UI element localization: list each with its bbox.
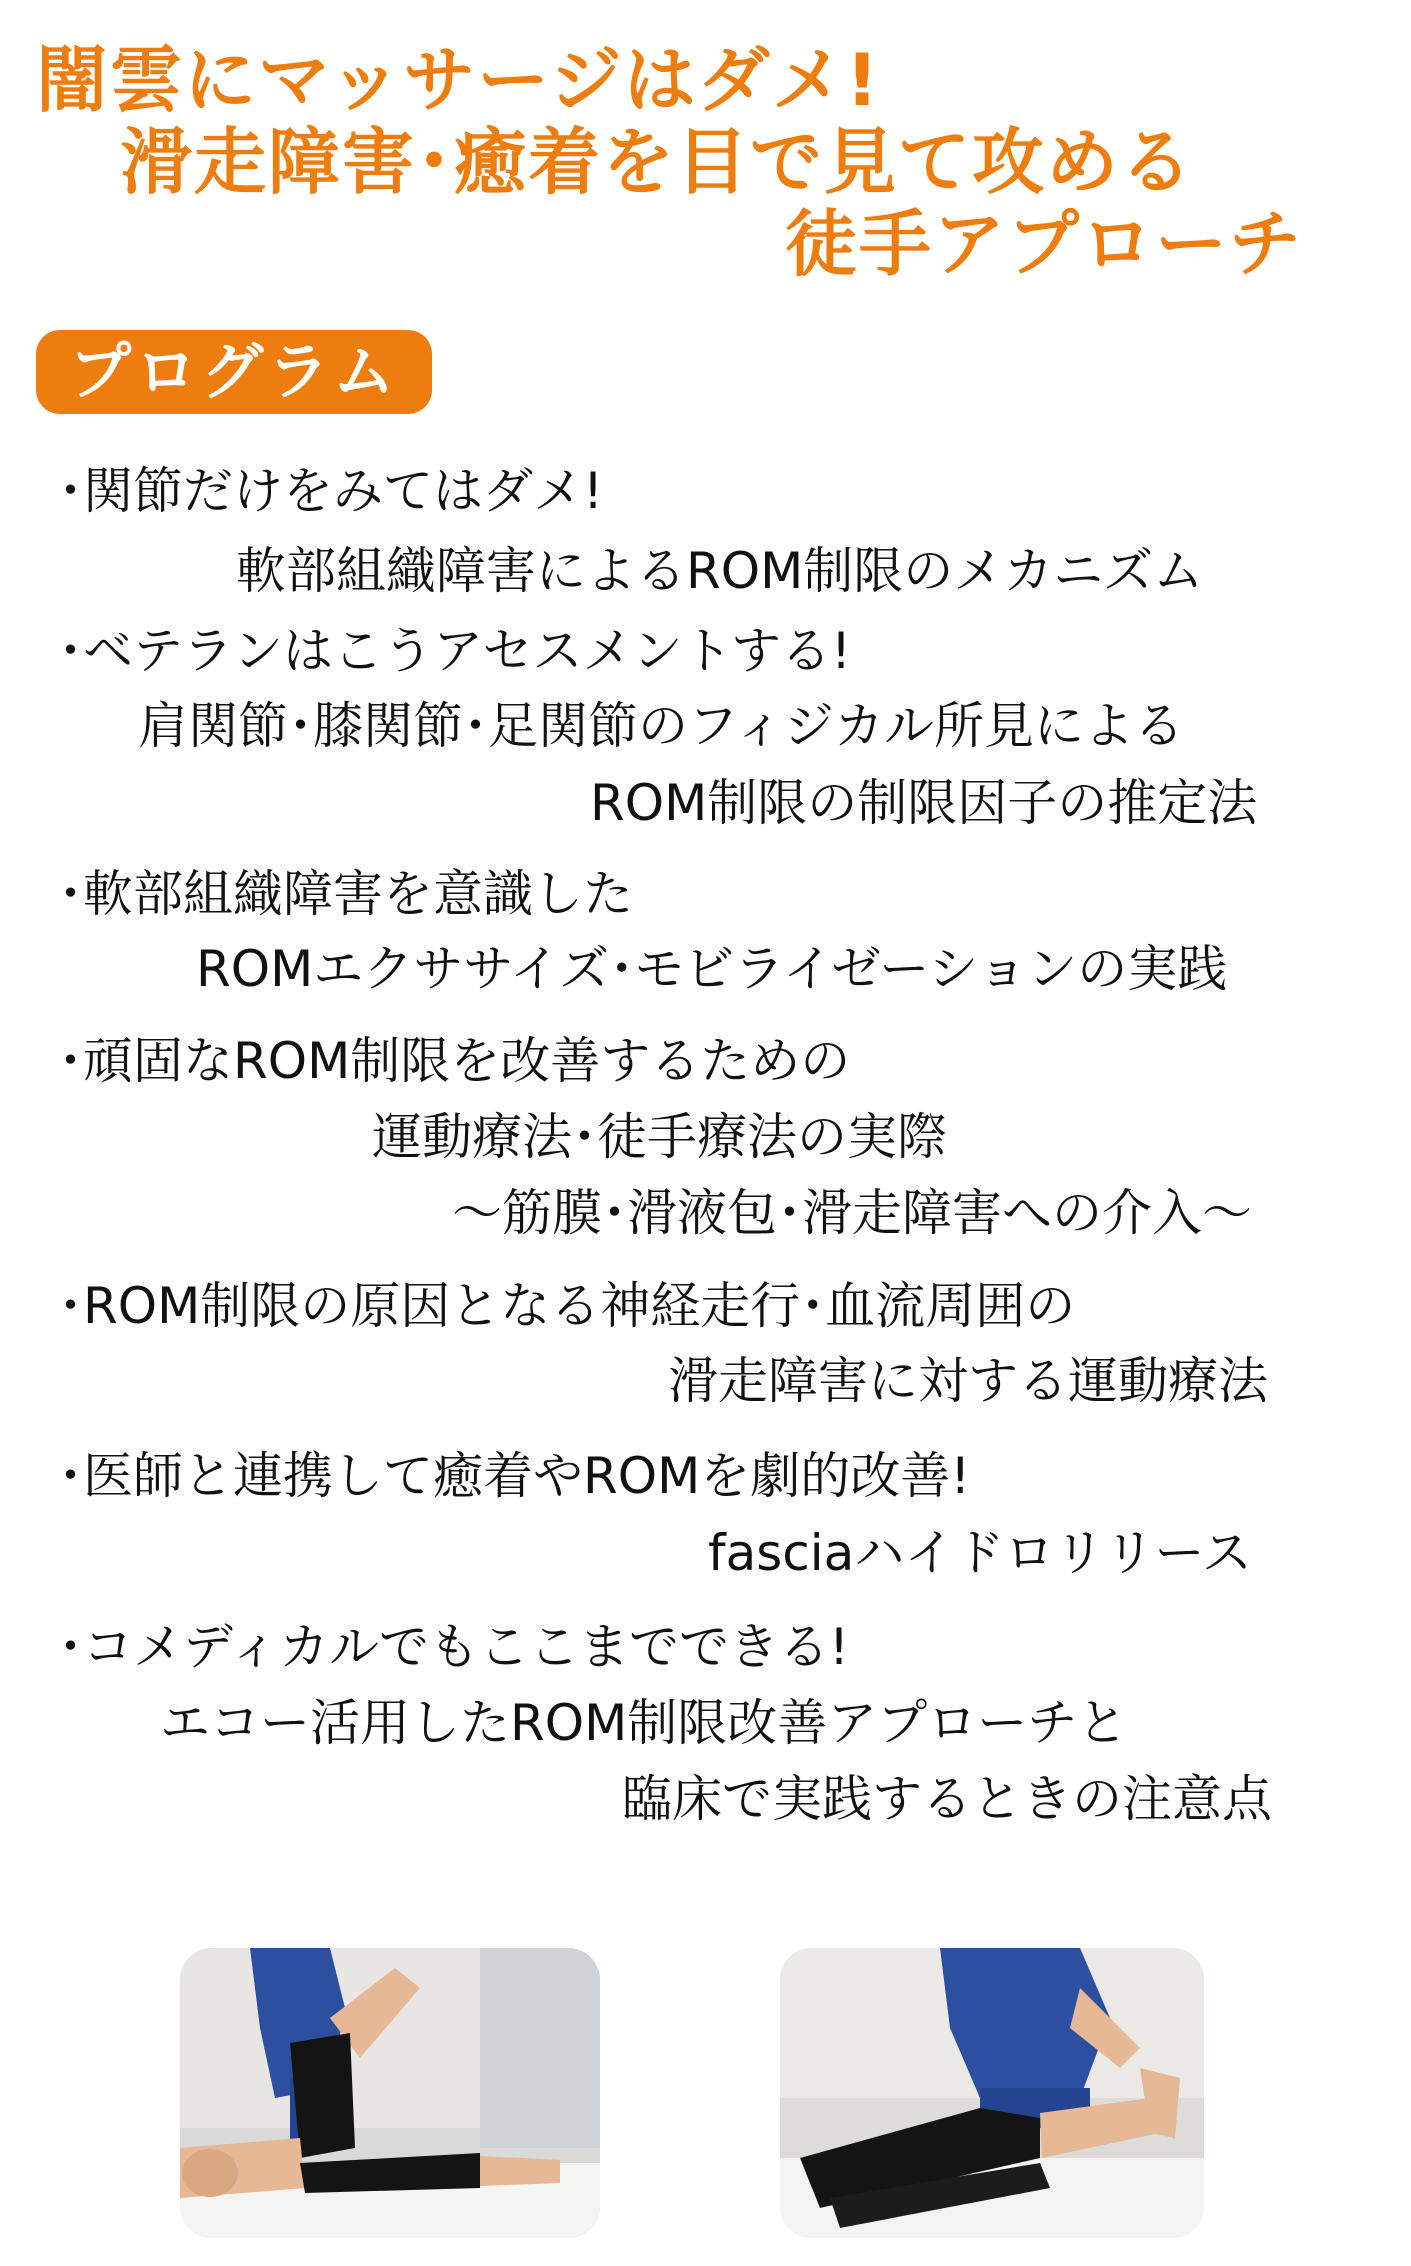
title-line-3: 徒手アプローチ [785,202,1304,286]
program-item-1-line-2: 軟部組織障害によるROM制限のメカニズム [236,542,1204,600]
therapy-photo-hip-flexion [180,1948,600,2238]
program-item-2-line-2: 肩関節･膝関節･足関節のフィジカル所見による [138,697,1184,755]
therapy-photo-knee-mobilization-illustration [780,1948,1204,2238]
program-item-1-line-1: ･関節だけをみてはダメ! [58,462,604,520]
program-item-3-line-2: ROMエクササイズ･モビライゼーションの実践 [196,940,1228,998]
program-item-7-line-2: エコー活用したROM制限改善アプローチと [160,1694,1128,1752]
program-item-3-line-1: ･軟部組織障害を意識した [58,865,633,923]
program-item-2-line-1: ･ベテランはこうアセスメントする! [58,622,852,680]
therapy-photo-hip-flexion-illustration [180,1948,600,2238]
program-item-4-line-2: 運動療法･徒手療法の実際 [372,1108,947,1166]
therapy-photo-knee-mobilization [780,1948,1204,2238]
program-item-7-line-1: ･コメディカルでもここまでできる! [58,1618,850,1676]
program-badge: プログラム [36,330,432,414]
program-item-6-line-1: ･医師と連携して癒着やROMを劇的改善! [58,1447,971,1505]
title-line-1: 闇雲にマッサージはダメ! [36,38,881,122]
program-item-4-line-1: ･頑固なROM制限を改善するための [58,1032,851,1090]
program-item-6-line-2: fasciaハイドロリリース [708,1524,1252,1582]
program-item-5-line-1: ･ROM制限の原因となる神経走行･血流周囲の [58,1277,1076,1335]
program-item-5-line-2: 滑走障害に対する運動療法 [668,1352,1268,1410]
title-line-2: 滑走障害･癒着を目で見て攻める [120,120,1195,204]
program-item-4-line-3: ～筋膜･滑液包･滑走障害への介入～ [452,1184,1252,1242]
program-item-7-line-3: 臨床で実践するときの注意点 [622,1770,1272,1828]
program-item-2-line-3: ROM制限の制限因子の推定法 [590,774,1258,832]
